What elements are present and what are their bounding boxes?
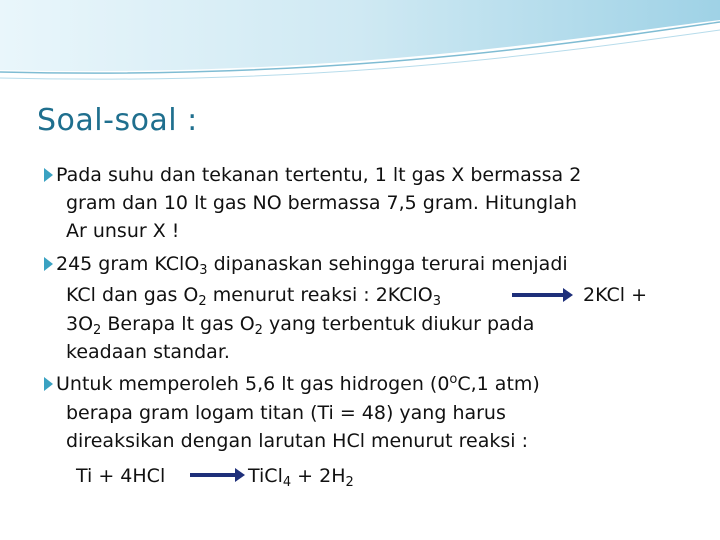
q2-line-2: KCl dan gas $O_2$ menurut reaksi : 2KClO$_3$ [66, 284, 442, 309]
triangle-bullet-icon [44, 168, 53, 182]
q3-line-4-products: TiCl$_4$ + $2H_2$ [248, 465, 354, 490]
slide-title: Soal-soal : [37, 103, 198, 138]
q1-line-2: gram dan 10 lt gas NO bermassa 7,5 gram. Hitunglah [66, 192, 578, 214]
q2-line-4: keadaan standar. [66, 341, 230, 363]
q2-line-3: $3O_2$ Berapa lt gas $O_2$ yang terbentuk diukur pada [66, 313, 535, 338]
q1-line-3: Ar unsur X ! [66, 220, 180, 242]
q3-line-1: Untuk memperoleh 5,6 lt gas hidrogen (0$^o$C,1 atm) [56, 372, 540, 395]
reaction-arrow-icon [512, 293, 564, 297]
q2-line-2-product: 2KCl + [583, 284, 648, 306]
q3-line-2: berapa gram logam titan (Ti = 48) yang harus [66, 402, 506, 424]
triangle-bullet-icon [44, 257, 53, 271]
triangle-bullet-icon [44, 377, 53, 391]
q2-line-1: 245 gram KClO$_3$ dipanaskan sehingga terurai menjadi [56, 253, 568, 278]
q3-line-4-reactants: Ti + 4HCl [76, 465, 166, 487]
q1-line-1: Pada suhu dan tekanan tertentu, 1 lt gas X bermassa 2 [56, 164, 582, 186]
q3-line-3: direaksikan dengan larutan HCl menurut reaksi : [66, 430, 529, 452]
reaction-arrow-icon [190, 473, 236, 477]
